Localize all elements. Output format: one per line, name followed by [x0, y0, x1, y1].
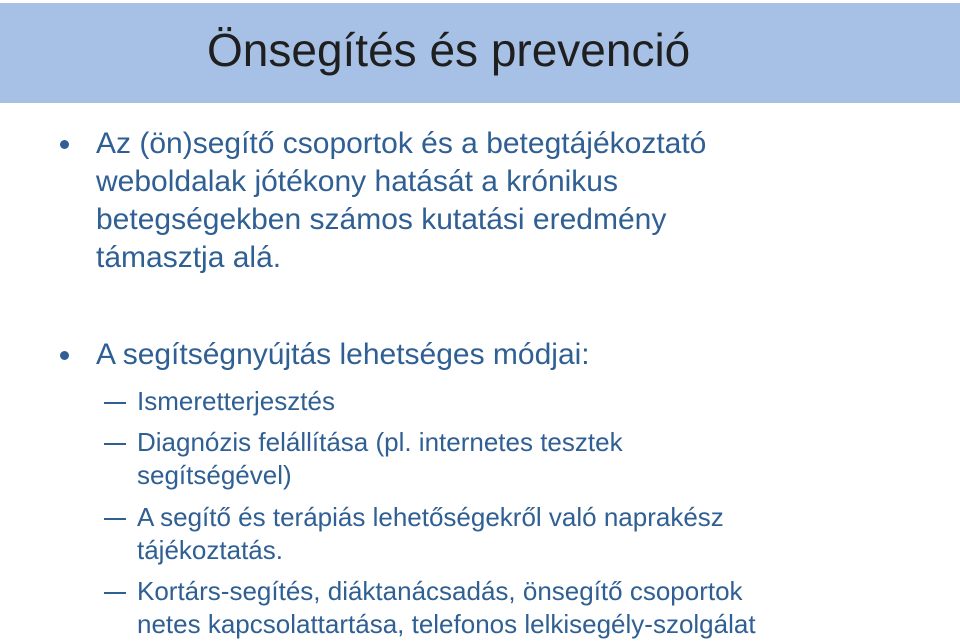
text-line: A segítségnyújtás lehetséges módjai: — [96, 338, 590, 371]
bullet-dot-icon — [60, 140, 69, 149]
bullet-text — [96, 125, 896, 277]
dash-marker-icon — [104, 443, 126, 445]
text-line: támasztja alá. — [96, 241, 282, 274]
text-line: Ismeretterjesztés — [137, 386, 335, 416]
text-line: Az (ön)segítő csoportok és a betegtájékoztató — [96, 127, 707, 160]
text-line: weboldalak jótékony hatását a krónikus — [96, 165, 618, 198]
slide-title: Önsegítés és prevenció — [207, 24, 691, 76]
subitem-text — [137, 426, 937, 492]
text-line: Kortárs-segítés, diáktanácsadás, önsegítő csoportok — [137, 576, 743, 606]
bullet-dot-icon — [60, 351, 69, 360]
text-line: Diagnózis felállítása (pl. internetes tesztek — [137, 427, 623, 457]
text-line: A segítő és terápiás lehetőségekről való naprakész — [137, 502, 724, 532]
subitem-text — [137, 575, 937, 641]
text-line: segítségével) — [137, 460, 292, 490]
text-line: tájékoztatás. — [137, 535, 283, 565]
dash-marker-icon — [104, 518, 126, 520]
subitem-text — [137, 385, 937, 418]
subitem-text — [137, 501, 937, 567]
dash-marker-icon — [104, 402, 126, 404]
bullet-text — [96, 336, 896, 374]
text-line: betegségekben számos kutatási eredmény — [96, 203, 667, 236]
text-line: netes kapcsolattartása, telefonos lelkisegély-szolgálat — [137, 609, 756, 639]
dash-marker-icon — [104, 592, 126, 594]
